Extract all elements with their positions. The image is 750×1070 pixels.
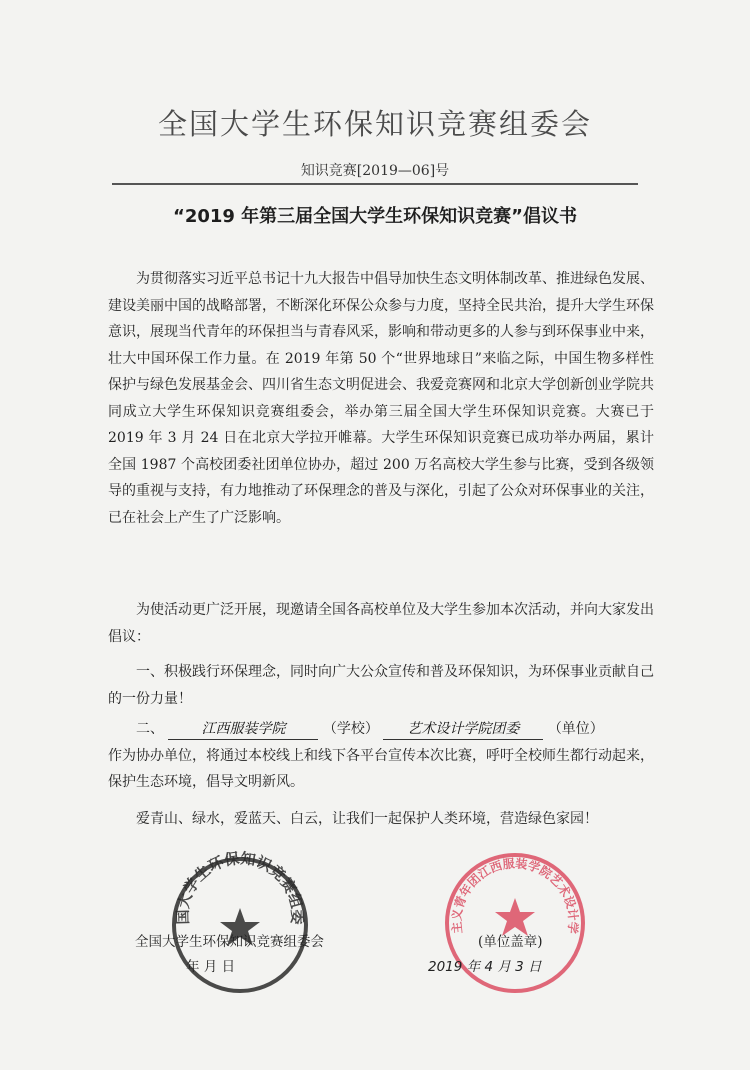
document-title: “2019 年第三届全国大学生环保知识竞赛”倡议书 [172,206,578,227]
school-name-field[interactable]: 江西服装学院 [168,719,318,740]
paragraph-proposal-2 [108,716,654,796]
header-divider [112,183,638,185]
paragraph-invitation: 为使活动更广泛开展，现邀请全国各高校单位及大学生参加本次活动，并向大家发出倡议： [108,602,654,645]
paragraph-background: 为贯彻落实习近平总书记十九大报告中倡导加快生态文明体制改革、推进绿色发展、建设美丽中国的战略部署，不断深化环保公众参与力度，坚持全民共治，提升大学生环保意识，展现当代青年的环保担当与青春风采，影响和带动更多的人参与到环保事业中来，壮大中国环保工作力量。在 2019 年第 50 个“世界地球日”来临之际，中国生物多样性保护与绿色发展基金会、四川省生态文明促进会、我爱竞赛网和北京大学创新创业学院共同成立大学生环保知识竞赛组委会，举办第三届全国大学生环保知识竞赛。大赛已于 2019 年 3 月 24 日在北京大学拉开帷幕。大学生环保知识竞赛已成功举办两届，累计全国 1987 个高校团委社团单位协办，超过 200 万名高校大学生参与比赛，受到各级领导的重视与支持，有力地推动了环保理念的普及与深化，引起了公众对环保事业的关注，已在社会上产生了广泛影响。 [108,271,654,526]
unit-suffix: （单位） [547,721,604,737]
seal-left-text: 国大学生环保知识竞赛组委 [173,850,307,925]
youth-league-seal [440,848,590,998]
svg-text:全国大学生环保知识竞赛组委会 [165,850,306,925]
item-2-rest: 作为协办单位，将通过本校线上和线下各平台宣传本次比赛，呼吁全校师生都行动起来，保护生态环境，倡导文明新风。 [108,747,654,790]
org-header-title: 全国大学生环保知识竞赛组委会 [157,107,592,141]
paragraph-closing: 爱青山、绿水，爱蓝天、白云，让我们一起保护人类环境，营造绿色家园！ [136,811,598,827]
left-signature-date: 年 月 日 [186,959,236,975]
right-signature-date: 2019 年 4 月 3 日 [428,959,542,975]
seal-left-graphic [165,850,315,1000]
unit-name-field[interactable]: 艺术设计学院团委 [383,719,543,740]
right-seal-label: (单位盖章) [478,934,543,950]
item-2-prefix: 二、 [136,721,164,737]
paragraph-proposal-1: 一、积极践行环保理念，同时向广大公众宣传和普及环保知识，为环保事业贡献自己的一份力量！ [108,664,654,707]
left-signature-org: 全国大学生环保知识竞赛组委会 [135,934,324,950]
seal-right-text: 主义青年团江西服装学院艺术设计学 [449,856,581,935]
seal-right-graphic [440,848,590,998]
document-number: 知识竞赛[2019—06]号 [300,163,450,179]
school-suffix: （学校） [322,721,379,737]
organizing-committee-seal [165,850,315,1000]
